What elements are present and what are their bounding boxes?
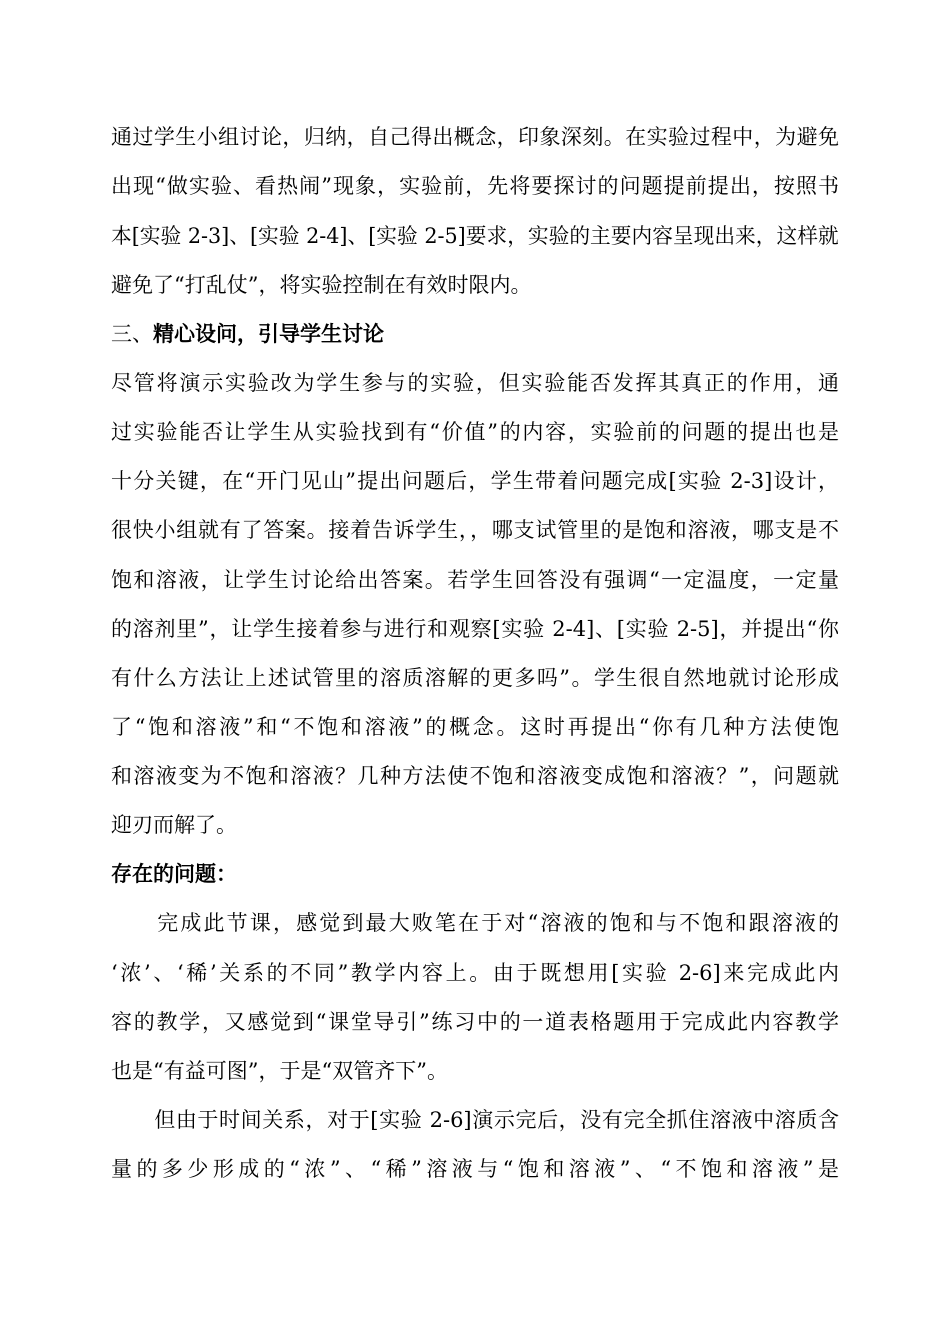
paragraph-line: 的溶剂里”，让学生接着参与进行和观察[实验 2-4]、[实验 2-5]，并提出“你: [111, 617, 839, 641]
section-heading: [111, 320, 384, 348]
paragraph-line: 迎刃而解了。: [111, 813, 237, 837]
paragraph-line: 完成此节课，感觉到最大败笔在于对“溶液的饱和与不饱和跟溶液的: [111, 911, 839, 935]
paragraph-line: 了“饱和溶液”和“不饱和溶液”的概念。这时再提出“你有几种方法使饱: [111, 715, 839, 739]
paragraph-line: 和溶液变为不饱和溶液？几种方法使不饱和溶液变成饱和溶液？”，问题就: [111, 764, 839, 788]
section-heading-number: 三、: [111, 322, 153, 346]
paragraph-line: 通过学生小组讨论，归纳，自己得出概念，印象深刻。在实验过程中，为避免: [111, 125, 839, 149]
paragraph-line: 但由于时间关系，对于[实验 2-6]演示完后，没有完全抓住溶液中溶质含: [111, 1108, 839, 1132]
paragraph-line: 有什么方法让上述试管里的溶质溶解的更多吗”。学生很自然地就讨论形成: [111, 666, 839, 690]
paragraph-line: 饱和溶液，让学生讨论给出答案。若学生回答没有强调“一定温度，一定量: [111, 568, 839, 592]
paragraph-line: 量的多少形成的“浓”、“稀”溶液与“饱和溶液”、“不饱和溶液”是: [111, 1157, 839, 1181]
paragraph-line: 尽管将演示实验改为学生参与的实验，但实验能否发挥其真正的作用，通: [111, 371, 839, 395]
paragraph-line: 十分关键，在“开门见山”提出问题后，学生带着问题完成[实验 2-3]设计，: [111, 469, 839, 493]
paragraph-line: 很快小组就有了答案。接着告诉学生，，哪支试管里的是饱和溶液，哪支是不: [111, 518, 839, 542]
section-heading-title: 精心设问，引导学生讨论: [153, 321, 384, 346]
paragraph-line: 出现“做实验、看热闹”现象，实验前，先将要探讨的问题提前提出，按照书: [111, 174, 839, 198]
paragraph-line: 过实验能否让学生从实验找到有“价值”的内容，实验前的问题的提出也是: [111, 420, 839, 444]
paragraph-line: 本[实验 2-3]、[实验 2-4]、[实验 2-5]要求，实验的主要内容呈现出来，这样就: [111, 224, 839, 248]
problems-heading: 存在的问题：: [111, 861, 237, 886]
paragraph-line: ‘浓’、‘稀’关系的不同”教学内容上。由于既想用[实验 2-6]来完成此内: [111, 961, 839, 985]
paragraph-line: 避免了“打乱仗”，将实验控制在有效时限内。: [111, 273, 532, 297]
paragraph-line: 容的教学，又感觉到“课堂导引”练习中的一道表格题用于完成此内容教学: [111, 1010, 839, 1034]
paragraph-line: 也是“有益可图”，于是“双管齐下”。: [111, 1059, 448, 1083]
